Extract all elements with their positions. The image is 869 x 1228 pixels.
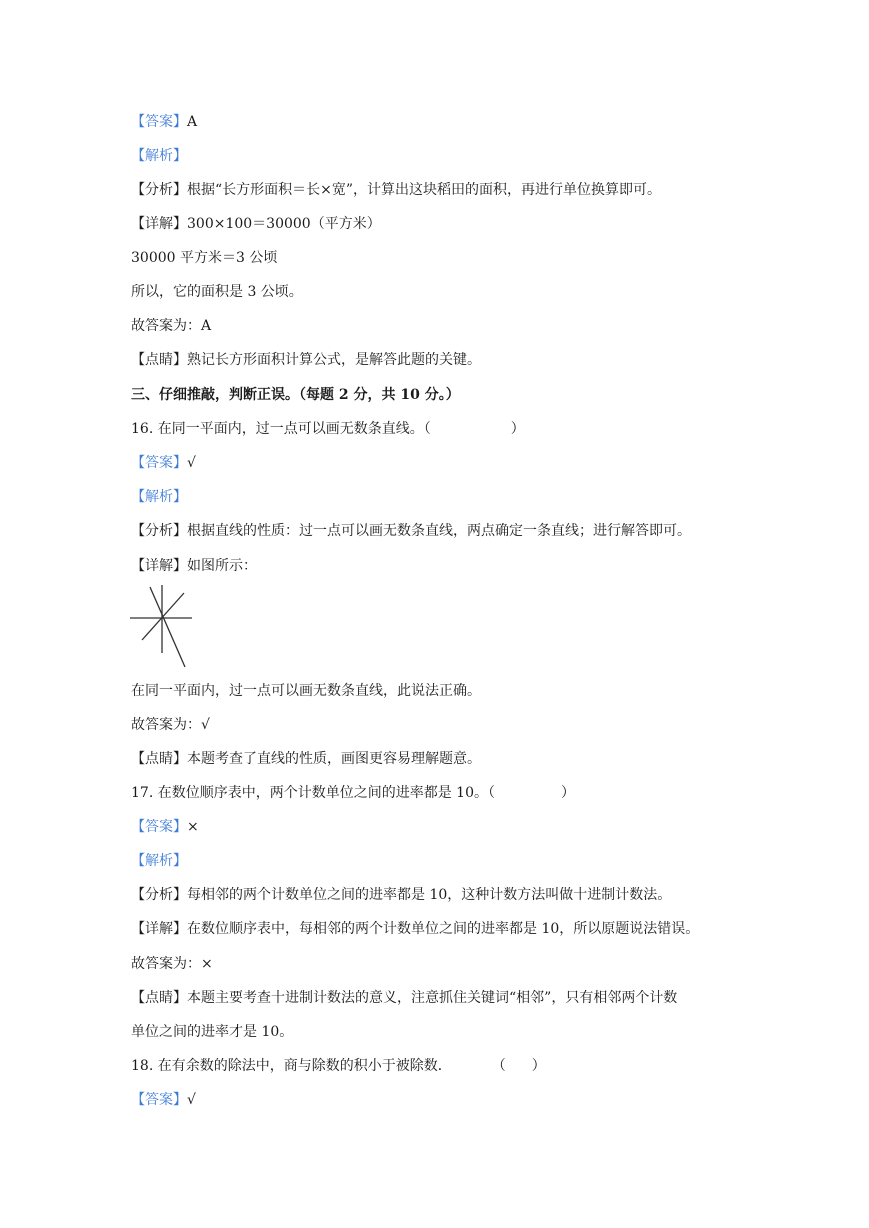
q15-fenxi-line [131,180,661,200]
fenxi-tag: 【分析】 [131,182,187,198]
q17-dianjing-continuation: 单位之间的进率才是 10。 [131,1024,294,1040]
xiangjie-tag: 【详解】 [131,921,187,937]
dianjing-text: 熟记长方形面积计算公式，是解答此题的关键。 [187,352,481,368]
fenxi-text: 每相邻的两个计数单位之间的进率都是 10，这种计数方法叫做十进制计数法。 [187,887,672,903]
dianjing-tag: 【点睛】 [131,352,187,368]
question-text: 17. 在数位顺序表中，两个计数单位之间的进率都是 10。（ [131,785,495,801]
fenxi-tag: 【分析】 [131,523,187,539]
xiangjie-tag: 【详解】 [131,558,187,574]
q17-fenxi-line [131,885,671,905]
q16-dianjing-line [131,749,481,769]
figure-line-steep [150,587,185,667]
question-paren-close: ） [531,1058,546,1074]
question-close: ） [510,421,525,437]
xiangjie-text: 在数位顺序表中，每相邻的两个计数单位之间的进率都是 10，所以原题说法错误。 [187,921,700,937]
answer-tag: 【答案】 [131,819,187,835]
q15-line2: 30000 平方米＝3 公顷 [131,250,278,266]
q16-after-figure: 在同一平面内，过一点可以画无数条直线，此说法正确。 [131,683,481,699]
section-heading: 三、仔细推敲，判断正误。（每题 2 分，共 10 分。） [131,387,460,403]
xiangjie-tag: 【详解】 [131,216,187,232]
question-close: ） [560,785,575,801]
q15-line3: 所以，它的面积是 3 公顷。 [131,284,303,300]
answer-value: √ [187,455,196,471]
fenxi-text: 根据“长方形面积＝长×宽”，计算出这块稻田的面积，再进行单位换算即可。 [187,182,662,198]
q18-question [131,1056,546,1076]
figure-line-diagonal [142,593,184,640]
dianjing-text: 本题主要考查十进制计数法的意义，注意抓住关键词“相邻”，只有相邻两个计数 [187,990,678,1006]
xiangjie-text: 300×100＝30000（平方米） [187,216,381,232]
q15-analysis-line [131,146,187,166]
analysis-tag: 【解析】 [131,853,187,869]
q15-conclusion: 故答案为：A [131,318,212,334]
q17-xiangjie-line [131,919,699,939]
q17-conclusion: 故答案为：× [131,956,213,972]
q17-answer-line [131,817,199,837]
fenxi-tag: 【分析】 [131,887,187,903]
question-text: 18. 在有余数的除法中，商与除数的积小于被除数． [131,1058,452,1074]
dianjing-tag: 【点睛】 [131,751,187,767]
dianjing-tag: 【点睛】 [131,990,187,1006]
dianjing-text: 本题考查了直线的性质，画图更容易理解题意。 [187,751,481,767]
xiangjie-text: 如图所示： [187,558,257,574]
q17-question [131,783,575,803]
fenxi-text: 根据直线的性质：过一点可以画无数条直线，两点确定一条直线；进行解答即可。 [187,523,691,539]
q16-conclusion: 故答案为：√ [131,717,210,733]
lines-through-point-figure [130,585,192,669]
answer-tag: 【答案】 [131,455,187,471]
q15-xiangjie-line [131,214,381,234]
q17-dianjing-line [131,988,677,1008]
answer-value: A [187,114,198,130]
analysis-tag: 【解析】 [131,489,187,505]
q17-analysis-line [131,851,187,871]
question-text: 16. 在同一平面内，过一点可以画无数条直线。（ [131,421,431,437]
q16-answer-line [131,453,196,473]
answer-tag: 【答案】 [131,1092,187,1108]
q15-answer-line [131,112,197,132]
answer-tag: 【答案】 [131,114,187,130]
question-paren-open: （ [491,1058,506,1074]
answer-value: √ [187,1092,196,1108]
analysis-tag: 【解析】 [131,148,187,164]
q16-fenxi-line [131,521,691,541]
q16-analysis-line [131,487,187,507]
q16-xiangjie-line [131,556,257,576]
answer-value: × [187,819,199,835]
q15-dianjing-line [131,350,481,370]
q18-answer-line [131,1090,196,1110]
q16-question [131,419,525,439]
